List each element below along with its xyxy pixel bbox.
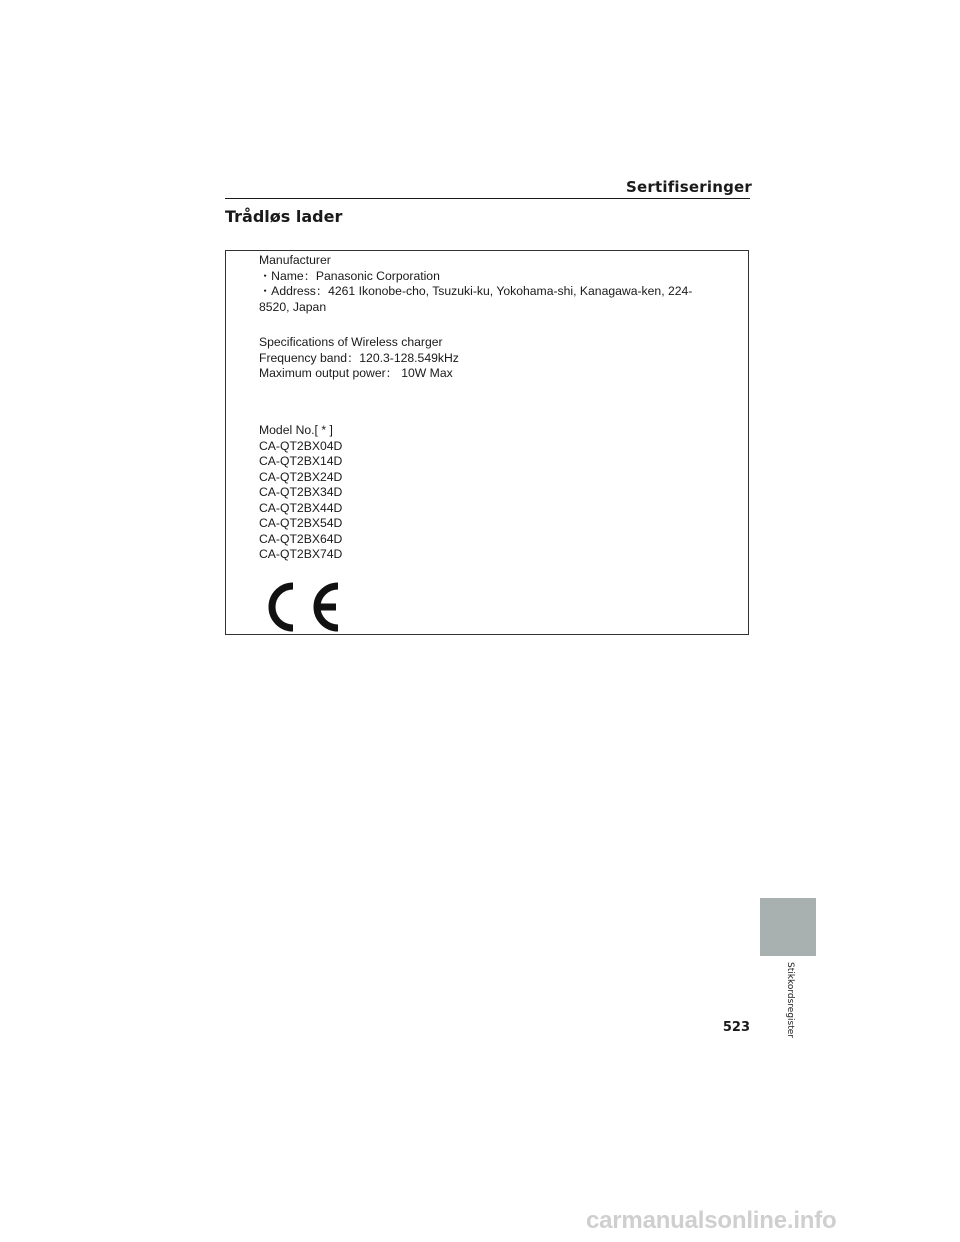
manufacturer-block [259, 253, 692, 315]
certification-box [225, 250, 749, 635]
model-item: CA-QT2BX04D [259, 438, 343, 453]
watermark: carmanualsonline.info [586, 1207, 837, 1234]
manufacturer-address-line-2: 8520, Japan [259, 299, 327, 314]
page-number: 523 [722, 1020, 750, 1035]
model-list-block [259, 423, 342, 563]
model-item: CA-QT2BX74D [259, 547, 343, 561]
specifications-heading: Specifications of Wireless charger [259, 335, 443, 349]
specifications-block [259, 335, 459, 382]
manufacturer-address-line-1: ・Address：4261 Ikonobe-cho, Tsuzuki-ku, Yokohama-shi, Kanagawa-ken, 224- [259, 284, 693, 298]
frequency-band: Frequency band：120.3-128.549kHz [259, 350, 459, 365]
maximum-output-power: Maximum output power： 10W Max [259, 366, 453, 380]
manufacturer-heading: Manufacturer [259, 253, 331, 267]
model-item: CA-QT2BX44D [259, 500, 343, 515]
manufacturer-name: ・Name：Panasonic Corporation [259, 268, 440, 283]
model-item: CA-QT2BX64D [259, 531, 343, 546]
ce-mark-icon [262, 581, 342, 633]
index-tab-label: Stikkordsregister [785, 962, 795, 1039]
chapter-title: Sertifiseringer [626, 178, 752, 196]
section-title: Trådløs lader [225, 207, 343, 226]
model-item: CA-QT2BX24D [259, 469, 343, 484]
model-heading: Model No.[ * ] [259, 423, 333, 437]
section-tab [760, 898, 816, 956]
model-item: CA-QT2BX54D [259, 516, 343, 530]
model-item: CA-QT2BX34D [259, 485, 343, 499]
header-divider [225, 198, 750, 199]
model-item: CA-QT2BX14D [259, 454, 343, 468]
